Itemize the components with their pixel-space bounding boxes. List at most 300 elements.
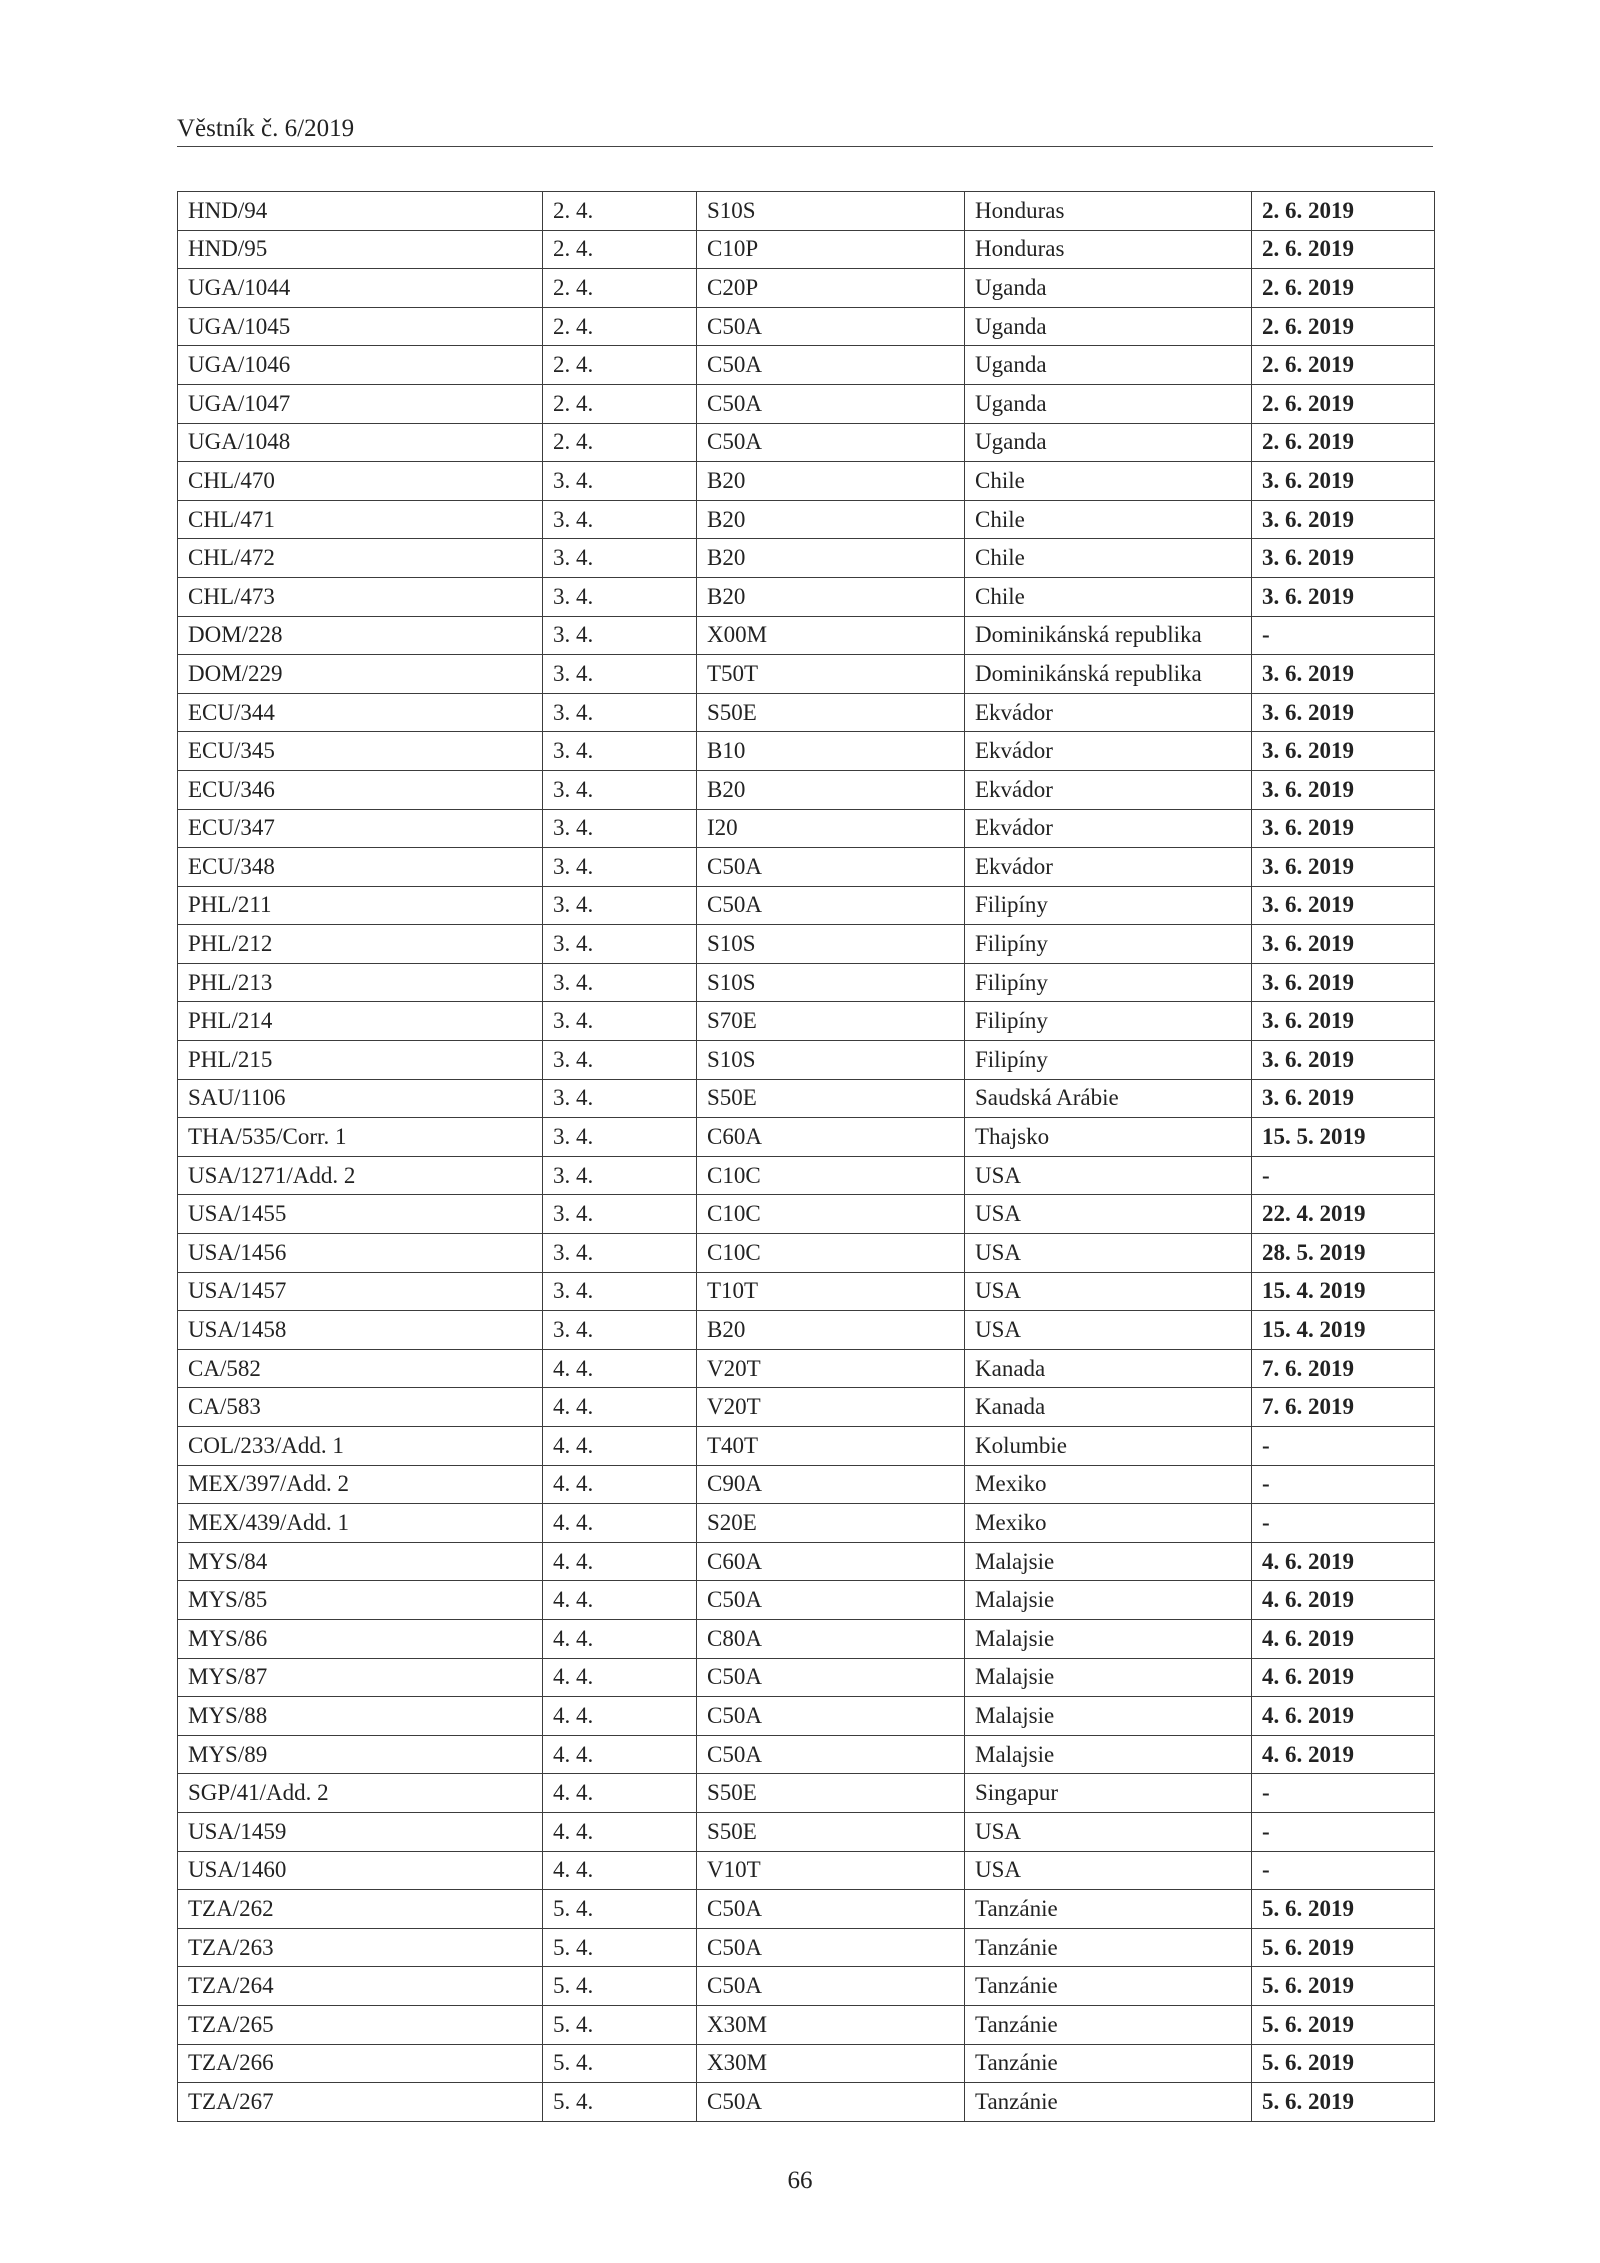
table-row: [178, 384, 1435, 423]
product-code-cell: S20E: [697, 1504, 965, 1543]
table-row: [178, 925, 1435, 964]
table-row: [178, 809, 1435, 848]
country-cell: Kolumbie: [965, 1427, 1252, 1466]
date-cell: 4. 4.: [543, 1349, 697, 1388]
product-code-cell: T50T: [697, 655, 965, 694]
document-code-cell: ECU/347: [178, 809, 543, 848]
product-code-cell: C50A: [697, 886, 965, 925]
product-code-cell: I20: [697, 809, 965, 848]
country-cell: Ekvádor: [965, 693, 1252, 732]
product-code-cell: B20: [697, 539, 965, 578]
deadline-cell: 5. 6. 2019: [1252, 2083, 1435, 2122]
table-row: [178, 1697, 1435, 1736]
document-code-cell: PHL/213: [178, 963, 543, 1002]
deadline-cell: 5. 6. 2019: [1252, 1890, 1435, 1929]
table-row: [178, 1272, 1435, 1311]
deadline-cell: 7. 6. 2019: [1252, 1349, 1435, 1388]
product-code-cell: C50A: [697, 1735, 965, 1774]
date-cell: 4. 4.: [543, 1735, 697, 1774]
document-code-cell: TZA/266: [178, 2044, 543, 2083]
document-code-cell: MYS/89: [178, 1735, 543, 1774]
country-cell: USA: [965, 1195, 1252, 1234]
document-code-cell: MYS/87: [178, 1658, 543, 1697]
deadline-cell: 2. 6. 2019: [1252, 192, 1435, 231]
date-cell: 3. 4.: [543, 1156, 697, 1195]
product-code-cell: X30M: [697, 2005, 965, 2044]
table-row: [178, 192, 1435, 231]
deadline-cell: 4. 6. 2019: [1252, 1581, 1435, 1620]
product-code-cell: T40T: [697, 1427, 965, 1466]
document-code-cell: USA/1271/Add. 2: [178, 1156, 543, 1195]
country-cell: Ekvádor: [965, 809, 1252, 848]
country-cell: Filipíny: [965, 886, 1252, 925]
product-code-cell: B20: [697, 1311, 965, 1350]
country-cell: Honduras: [965, 230, 1252, 269]
product-code-cell: C50A: [697, 1658, 965, 1697]
country-cell: Dominikánská republika: [965, 616, 1252, 655]
date-cell: 2. 4.: [543, 384, 697, 423]
deadline-cell: 5. 6. 2019: [1252, 1967, 1435, 2006]
deadline-cell: 4. 6. 2019: [1252, 1697, 1435, 1736]
date-cell: 4. 4.: [543, 1774, 697, 1813]
country-cell: Malajsie: [965, 1619, 1252, 1658]
country-cell: Chile: [965, 462, 1252, 501]
table-row: [178, 1619, 1435, 1658]
country-cell: Uganda: [965, 346, 1252, 385]
date-cell: 3. 4.: [543, 693, 697, 732]
country-cell: Mexiko: [965, 1465, 1252, 1504]
table-row: [178, 1427, 1435, 1466]
deadline-cell: 28. 5. 2019: [1252, 1234, 1435, 1273]
table-row: [178, 1311, 1435, 1350]
date-cell: 3. 4.: [543, 539, 697, 578]
document-code-cell: USA/1457: [178, 1272, 543, 1311]
deadline-cell: -: [1252, 1504, 1435, 1543]
deadline-cell: 2. 6. 2019: [1252, 384, 1435, 423]
country-cell: USA: [965, 1812, 1252, 1851]
deadline-cell: 2. 6. 2019: [1252, 423, 1435, 462]
date-cell: 4. 4.: [543, 1581, 697, 1620]
table-row: [178, 346, 1435, 385]
deadline-cell: 3. 6. 2019: [1252, 925, 1435, 964]
deadline-cell: 15. 4. 2019: [1252, 1311, 1435, 1350]
document-code-cell: USA/1455: [178, 1195, 543, 1234]
product-code-cell: C50A: [697, 1581, 965, 1620]
date-cell: 4. 4.: [543, 1388, 697, 1427]
table-row: [178, 1812, 1435, 1851]
country-cell: Kanada: [965, 1388, 1252, 1427]
country-cell: Chile: [965, 577, 1252, 616]
date-cell: 3. 4.: [543, 963, 697, 1002]
document-code-cell: SGP/41/Add. 2: [178, 1774, 543, 1813]
deadline-cell: -: [1252, 1156, 1435, 1195]
table-row: [178, 1658, 1435, 1697]
table-row: [178, 269, 1435, 308]
document-code-cell: DOM/229: [178, 655, 543, 694]
product-code-cell: C80A: [697, 1619, 965, 1658]
country-cell: Tanzánie: [965, 1928, 1252, 1967]
product-code-cell: C60A: [697, 1542, 965, 1581]
table-row: [178, 1002, 1435, 1041]
date-cell: 5. 4.: [543, 2044, 697, 2083]
country-cell: Tanzánie: [965, 2005, 1252, 2044]
deadline-cell: 3. 6. 2019: [1252, 462, 1435, 501]
country-cell: Ekvádor: [965, 848, 1252, 887]
table-row: [178, 1349, 1435, 1388]
date-cell: 5. 4.: [543, 2083, 697, 2122]
table-row: [178, 2044, 1435, 2083]
product-code-cell: V20T: [697, 1388, 965, 1427]
table-row: [178, 307, 1435, 346]
table-row: [178, 886, 1435, 925]
document-code-cell: HND/94: [178, 192, 543, 231]
date-cell: 3. 4.: [543, 1118, 697, 1157]
document-code-cell: UGA/1045: [178, 307, 543, 346]
table-row: [178, 1542, 1435, 1581]
deadline-cell: 3. 6. 2019: [1252, 500, 1435, 539]
country-cell: Uganda: [965, 384, 1252, 423]
date-cell: 2. 4.: [543, 423, 697, 462]
document-code-cell: DOM/228: [178, 616, 543, 655]
table-row: [178, 1234, 1435, 1273]
product-code-cell: C10C: [697, 1234, 965, 1273]
country-cell: Tanzánie: [965, 1890, 1252, 1929]
country-cell: USA: [965, 1311, 1252, 1350]
product-code-cell: C10P: [697, 230, 965, 269]
product-code-cell: T10T: [697, 1272, 965, 1311]
date-cell: 2. 4.: [543, 307, 697, 346]
product-code-cell: C50A: [697, 1928, 965, 1967]
country-cell: Filipíny: [965, 963, 1252, 1002]
table-row: [178, 1890, 1435, 1929]
product-code-cell: S50E: [697, 693, 965, 732]
product-code-cell: X30M: [697, 2044, 965, 2083]
deadline-cell: -: [1252, 616, 1435, 655]
date-cell: 3. 4.: [543, 1272, 697, 1311]
date-cell: 4. 4.: [543, 1619, 697, 1658]
document-code-cell: PHL/214: [178, 1002, 543, 1041]
bulletin-title: Věstník č. 6/2019: [177, 115, 355, 142]
deadline-cell: 3. 6. 2019: [1252, 693, 1435, 732]
deadline-cell: 3. 6. 2019: [1252, 539, 1435, 578]
date-cell: 4. 4.: [543, 1851, 697, 1890]
document-code-cell: USA/1458: [178, 1311, 543, 1350]
country-cell: Uganda: [965, 269, 1252, 308]
deadline-cell: -: [1252, 1851, 1435, 1890]
product-code-cell: C50A: [697, 307, 965, 346]
document-code-cell: UGA/1047: [178, 384, 543, 423]
document-code-cell: MEX/397/Add. 2: [178, 1465, 543, 1504]
document-code-cell: PHL/211: [178, 886, 543, 925]
deadline-cell: 3. 6. 2019: [1252, 1041, 1435, 1080]
deadline-cell: 15. 4. 2019: [1252, 1272, 1435, 1311]
product-code-cell: C10C: [697, 1195, 965, 1234]
document-code-cell: TZA/263: [178, 1928, 543, 1967]
deadline-cell: 3. 6. 2019: [1252, 770, 1435, 809]
product-code-cell: X00M: [697, 616, 965, 655]
document-code-cell: CHL/471: [178, 500, 543, 539]
document-code-cell: MYS/86: [178, 1619, 543, 1658]
country-cell: Malajsie: [965, 1542, 1252, 1581]
country-cell: Filipíny: [965, 1041, 1252, 1080]
product-code-cell: B10: [697, 732, 965, 771]
country-cell: Tanzánie: [965, 2044, 1252, 2083]
country-cell: USA: [965, 1272, 1252, 1311]
date-cell: 4. 4.: [543, 1504, 697, 1543]
table-row: [178, 1079, 1435, 1118]
date-cell: 3. 4.: [543, 770, 697, 809]
notification-table: [177, 191, 1435, 2122]
country-cell: Saudská Arábie: [965, 1079, 1252, 1118]
table-row: [178, 770, 1435, 809]
deadline-cell: -: [1252, 1774, 1435, 1813]
country-cell: Mexiko: [965, 1504, 1252, 1543]
product-code-cell: C50A: [697, 423, 965, 462]
date-cell: 3. 4.: [543, 732, 697, 771]
table-row: [178, 423, 1435, 462]
table-row: [178, 1967, 1435, 2006]
table-row: [178, 732, 1435, 771]
document-code-cell: TZA/265: [178, 2005, 543, 2044]
date-cell: 3. 4.: [543, 1234, 697, 1273]
table-row: [178, 462, 1435, 501]
document-code-cell: USA/1459: [178, 1812, 543, 1851]
document-code-cell: USA/1456: [178, 1234, 543, 1273]
table-row: [178, 1388, 1435, 1427]
document-code-cell: ECU/345: [178, 732, 543, 771]
document-code-cell: UGA/1048: [178, 423, 543, 462]
document-code-cell: MYS/84: [178, 1542, 543, 1581]
country-cell: Malajsie: [965, 1697, 1252, 1736]
table-row: [178, 963, 1435, 1002]
deadline-cell: 2. 6. 2019: [1252, 307, 1435, 346]
document-code-cell: COL/233/Add. 1: [178, 1427, 543, 1466]
deadline-cell: 3. 6. 2019: [1252, 809, 1435, 848]
product-code-cell: C50A: [697, 1890, 965, 1929]
deadline-cell: -: [1252, 1427, 1435, 1466]
deadline-cell: 7. 6. 2019: [1252, 1388, 1435, 1427]
country-cell: Singapur: [965, 1774, 1252, 1813]
product-code-cell: S10S: [697, 1041, 965, 1080]
product-code-cell: C60A: [697, 1118, 965, 1157]
date-cell: 4. 4.: [543, 1427, 697, 1466]
product-code-cell: S50E: [697, 1774, 965, 1813]
date-cell: 3. 4.: [543, 462, 697, 501]
date-cell: 2. 4.: [543, 346, 697, 385]
table-row: [178, 2083, 1435, 2122]
date-cell: 3. 4.: [543, 500, 697, 539]
date-cell: 5. 4.: [543, 1928, 697, 1967]
table-row: [178, 1851, 1435, 1890]
date-cell: 3. 4.: [543, 1195, 697, 1234]
date-cell: 3. 4.: [543, 809, 697, 848]
country-cell: USA: [965, 1156, 1252, 1195]
country-cell: Filipíny: [965, 1002, 1252, 1041]
table-row: [178, 2005, 1435, 2044]
deadline-cell: 3. 6. 2019: [1252, 1079, 1435, 1118]
product-code-cell: S50E: [697, 1812, 965, 1851]
table-row: [178, 500, 1435, 539]
product-code-cell: B20: [697, 577, 965, 616]
table-row: [178, 230, 1435, 269]
document-code-cell: ECU/344: [178, 693, 543, 732]
product-code-cell: C50A: [697, 1967, 965, 2006]
document-code-cell: HND/95: [178, 230, 543, 269]
product-code-cell: S10S: [697, 963, 965, 1002]
table-row: [178, 1465, 1435, 1504]
deadline-cell: 15. 5. 2019: [1252, 1118, 1435, 1157]
country-cell: Tanzánie: [965, 2083, 1252, 2122]
table-row: [178, 1195, 1435, 1234]
document-code-cell: CHL/473: [178, 577, 543, 616]
document-code-cell: MEX/439/Add. 1: [178, 1504, 543, 1543]
country-cell: Malajsie: [965, 1735, 1252, 1774]
deadline-cell: 3. 6. 2019: [1252, 848, 1435, 887]
document-code-cell: TZA/262: [178, 1890, 543, 1929]
table-row: [178, 655, 1435, 694]
date-cell: 4. 4.: [543, 1697, 697, 1736]
deadline-cell: 3. 6. 2019: [1252, 886, 1435, 925]
date-cell: 3. 4.: [543, 848, 697, 887]
product-code-cell: B20: [697, 770, 965, 809]
table-row: [178, 539, 1435, 578]
date-cell: 3. 4.: [543, 1002, 697, 1041]
date-cell: 2. 4.: [543, 230, 697, 269]
date-cell: 2. 4.: [543, 269, 697, 308]
document-code-cell: CHL/472: [178, 539, 543, 578]
product-code-cell: C20P: [697, 269, 965, 308]
page-header: [177, 112, 1433, 147]
deadline-cell: 5. 6. 2019: [1252, 2044, 1435, 2083]
table-row: [178, 1041, 1435, 1080]
product-code-cell: C90A: [697, 1465, 965, 1504]
table-row: [178, 1156, 1435, 1195]
product-code-cell: S50E: [697, 1079, 965, 1118]
table-body: [178, 192, 1435, 2122]
table-row: [178, 693, 1435, 732]
document-code-cell: ECU/348: [178, 848, 543, 887]
date-cell: 3. 4.: [543, 577, 697, 616]
country-cell: Thajsko: [965, 1118, 1252, 1157]
date-cell: 3. 4.: [543, 655, 697, 694]
country-cell: Uganda: [965, 423, 1252, 462]
country-cell: Ekvádor: [965, 770, 1252, 809]
deadline-cell: 3. 6. 2019: [1252, 1002, 1435, 1041]
table-row: [178, 577, 1435, 616]
deadline-cell: 3. 6. 2019: [1252, 577, 1435, 616]
date-cell: 4. 4.: [543, 1465, 697, 1504]
deadline-cell: 3. 6. 2019: [1252, 963, 1435, 1002]
document-code-cell: THA/535/Corr. 1: [178, 1118, 543, 1157]
deadline-cell: 3. 6. 2019: [1252, 732, 1435, 771]
document-code-cell: SAU/1106: [178, 1079, 543, 1118]
table-row: [178, 1504, 1435, 1543]
deadline-cell: 2. 6. 2019: [1252, 269, 1435, 308]
document-code-cell: PHL/212: [178, 925, 543, 964]
product-code-cell: V10T: [697, 1851, 965, 1890]
date-cell: 4. 4.: [543, 1812, 697, 1851]
country-cell: Chile: [965, 539, 1252, 578]
document-code-cell: CA/583: [178, 1388, 543, 1427]
deadline-cell: 2. 6. 2019: [1252, 230, 1435, 269]
date-cell: 3. 4.: [543, 1311, 697, 1350]
document-code-cell: USA/1460: [178, 1851, 543, 1890]
table-row: [178, 1118, 1435, 1157]
product-code-cell: C50A: [697, 848, 965, 887]
document-code-cell: TZA/264: [178, 1967, 543, 2006]
country-cell: USA: [965, 1234, 1252, 1273]
page-number: 66: [787, 2167, 813, 2194]
date-cell: 3. 4.: [543, 886, 697, 925]
country-cell: Uganda: [965, 307, 1252, 346]
table-row: [178, 1928, 1435, 1967]
date-cell: 3. 4.: [543, 616, 697, 655]
product-code-cell: C50A: [697, 384, 965, 423]
deadline-cell: -: [1252, 1812, 1435, 1851]
document-code-cell: PHL/215: [178, 1041, 543, 1080]
date-cell: 5. 4.: [543, 1890, 697, 1929]
deadline-cell: 5. 6. 2019: [1252, 1928, 1435, 1967]
table-row: [178, 848, 1435, 887]
country-cell: Tanzánie: [965, 1967, 1252, 2006]
country-cell: Ekvádor: [965, 732, 1252, 771]
deadline-cell: 4. 6. 2019: [1252, 1658, 1435, 1697]
table-row: [178, 616, 1435, 655]
product-code-cell: S10S: [697, 925, 965, 964]
date-cell: 5. 4.: [543, 2005, 697, 2044]
deadline-cell: 5. 6. 2019: [1252, 2005, 1435, 2044]
country-cell: Honduras: [965, 192, 1252, 231]
deadline-cell: 3. 6. 2019: [1252, 655, 1435, 694]
document-code-cell: MYS/85: [178, 1581, 543, 1620]
country-cell: Malajsie: [965, 1658, 1252, 1697]
document-code-cell: UGA/1044: [178, 269, 543, 308]
date-cell: 3. 4.: [543, 1079, 697, 1118]
product-code-cell: V20T: [697, 1349, 965, 1388]
document-code-cell: CA/582: [178, 1349, 543, 1388]
deadline-cell: 4. 6. 2019: [1252, 1542, 1435, 1581]
product-code-cell: B20: [697, 500, 965, 539]
date-cell: 5. 4.: [543, 1967, 697, 2006]
product-code-cell: S70E: [697, 1002, 965, 1041]
product-code-cell: C50A: [697, 346, 965, 385]
table-row: [178, 1581, 1435, 1620]
product-code-cell: C50A: [697, 1697, 965, 1736]
deadline-cell: 2. 6. 2019: [1252, 346, 1435, 385]
date-cell: 3. 4.: [543, 1041, 697, 1080]
country-cell: Kanada: [965, 1349, 1252, 1388]
deadline-cell: 22. 4. 2019: [1252, 1195, 1435, 1234]
country-cell: USA: [965, 1851, 1252, 1890]
date-cell: 3. 4.: [543, 925, 697, 964]
table-row: [178, 1735, 1435, 1774]
document-code-cell: CHL/470: [178, 462, 543, 501]
country-cell: Dominikánská republika: [965, 655, 1252, 694]
document-code-cell: MYS/88: [178, 1697, 543, 1736]
product-code-cell: B20: [697, 462, 965, 501]
country-cell: Chile: [965, 500, 1252, 539]
deadline-cell: 4. 6. 2019: [1252, 1619, 1435, 1658]
document-code-cell: ECU/346: [178, 770, 543, 809]
date-cell: 4. 4.: [543, 1542, 697, 1581]
date-cell: 2. 4.: [543, 192, 697, 231]
deadline-cell: 4. 6. 2019: [1252, 1735, 1435, 1774]
product-code-cell: C50A: [697, 2083, 965, 2122]
country-cell: Filipíny: [965, 925, 1252, 964]
table-row: [178, 1774, 1435, 1813]
document-code-cell: TZA/267: [178, 2083, 543, 2122]
document-code-cell: UGA/1046: [178, 346, 543, 385]
